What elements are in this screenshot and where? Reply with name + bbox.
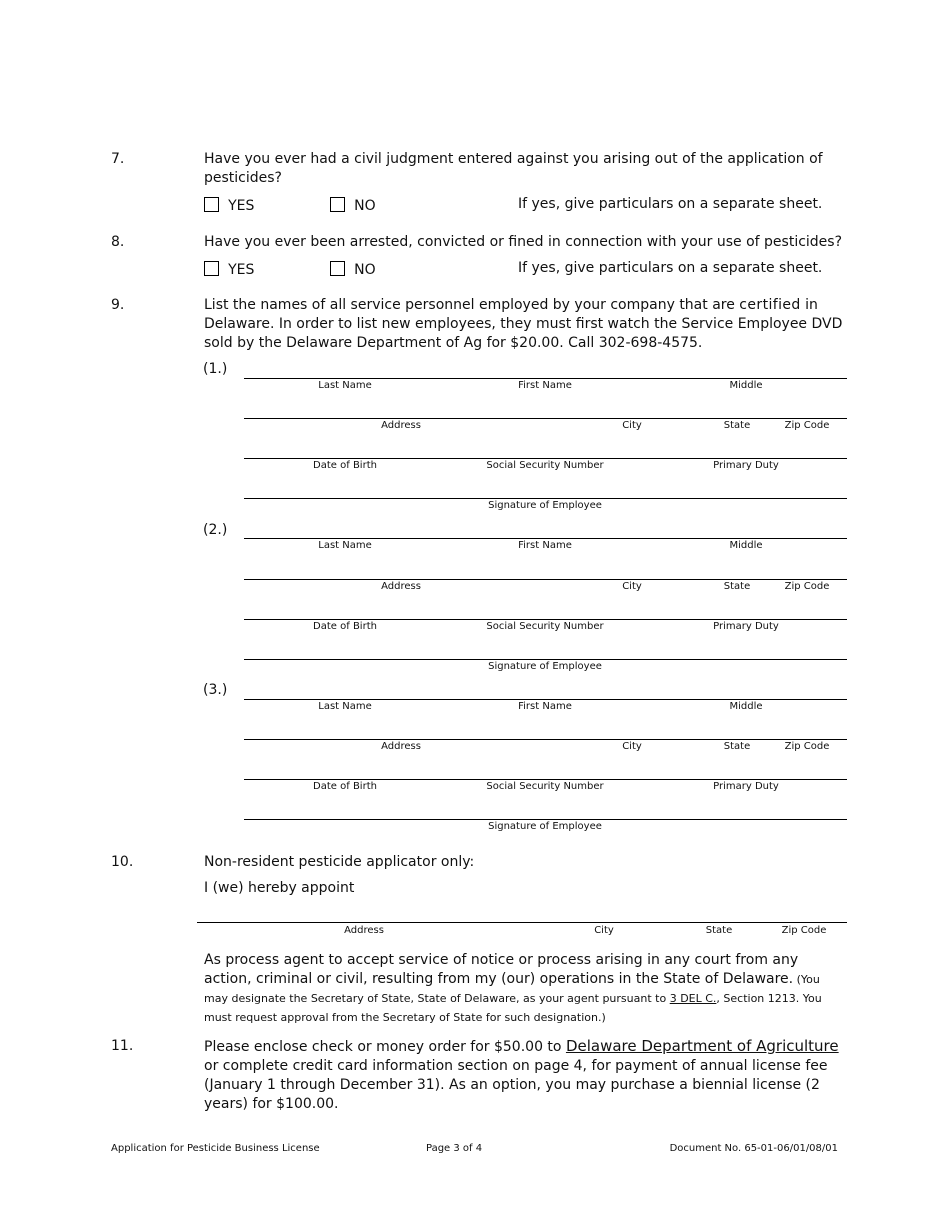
- q9-text-part1: List the names of all service personnel employed by your company that are: [204, 297, 740, 313]
- entry-2-middle-label: Middle: [729, 540, 763, 551]
- q11-text-part2: or complete credit card information section on page 4, for payment of annual license fee (January 1 through December 31). As an option, you may purchase a biennial license (2 years) for $100.00.: [204, 1058, 828, 1112]
- entry-2-signature-label: Signature of Employee: [488, 661, 602, 672]
- q8-no-option[interactable]: [330, 259, 376, 278]
- q9-text: [204, 296, 844, 353]
- entry-1-state-label: State: [723, 420, 751, 431]
- entry-2-last-name-label: Last Name: [318, 540, 372, 551]
- entry-3-signature-label: Signature of Employee: [488, 821, 602, 832]
- q10-zip-label: Zip Code: [781, 925, 827, 936]
- q11-text-part1: Please enclose check or money order for $50.00 to: [204, 1039, 566, 1055]
- q8-note: If yes, give particulars on a separate sheet.: [518, 260, 823, 276]
- entry-1-signature-label: Signature of Employee: [488, 500, 602, 511]
- q9-number: 9.: [111, 297, 125, 313]
- q9-text-certified: certified: [739, 297, 801, 313]
- entry-1-last-name-label: Last Name: [318, 380, 372, 391]
- q7-yes-option[interactable]: [204, 195, 254, 214]
- entry-3-middle-label: Middle: [729, 701, 763, 712]
- footer-title: Application for Pesticide Business License: [111, 1143, 320, 1154]
- entry-2-primary-duty-label: Primary Duty: [713, 621, 779, 632]
- entry-1-index: (1.): [203, 361, 228, 377]
- q7-no-option[interactable]: [330, 195, 376, 214]
- entry-2-zip-label: Zip Code: [784, 581, 830, 592]
- q10-note-part1: (You may designate the Secretary of State, State of Delaware, as your agent pursuant to: [204, 973, 820, 1005]
- q10-agent-main: As process agent to accept service of notice or process arising in any court from any action, criminal or civil, resulting from my (our) operations in the State of Delaware.: [204, 952, 799, 987]
- q7-note: If yes, give particulars on a separate sheet.: [518, 196, 823, 212]
- q10-appoint: I (we) hereby appoint: [204, 880, 355, 896]
- entry-1-name-line[interactable]: [244, 378, 847, 379]
- entry-3-state-label: State: [723, 741, 751, 752]
- q8-yes-option[interactable]: [204, 259, 254, 278]
- q7-text: Have you ever had a civil judgment entered against you arising out of the application of pesticides?: [204, 151, 823, 186]
- entry-1-zip-label: Zip Code: [784, 420, 830, 431]
- q10-note-part2: , Section 1213. You must request approval from the Secretary of State for such designation.): [204, 992, 822, 1024]
- entry-1-primary-duty-label: Primary Duty: [713, 460, 779, 471]
- entry-3-signature-line[interactable]: [244, 819, 847, 820]
- entry-1-details-line[interactable]: [244, 458, 847, 459]
- q10-agent-text: [204, 951, 844, 1027]
- entry-3-zip-label: Zip Code: [784, 741, 830, 752]
- entry-2-dob-label: Date of Birth: [313, 621, 377, 632]
- entry-3-address-label: Address: [381, 741, 421, 752]
- q7-yes-checkbox[interactable]: [204, 197, 219, 212]
- entry-3-ssn-label: Social Security Number: [486, 781, 604, 792]
- entry-2-state-label: State: [723, 581, 751, 592]
- q10-note-ref: 3 DEL C.: [669, 992, 717, 1005]
- q10-number: 10.: [111, 854, 134, 870]
- q11-number: 11.: [111, 1038, 134, 1054]
- q10-heading: Non-resident pesticide applicator only:: [204, 854, 475, 870]
- entry-2-signature-line[interactable]: [244, 659, 847, 660]
- entry-1-first-name-label: First Name: [518, 380, 572, 391]
- q11-payee: Delaware Department of Agriculture: [565, 1037, 839, 1055]
- entry-2-city-label: City: [622, 581, 642, 592]
- q7-number: 7.: [111, 151, 125, 167]
- q8-text: Have you ever been arrested, convicted or fined in connection with your use of pesticides?: [204, 234, 843, 250]
- entry-3-name-line[interactable]: [244, 699, 847, 700]
- q8-yes-label: YES: [228, 262, 255, 278]
- entry-1-city-label: City: [622, 420, 642, 431]
- entry-2-ssn-label: Social Security Number: [486, 621, 604, 632]
- q8-yes-checkbox[interactable]: [204, 261, 219, 276]
- entry-1-ssn-label: Social Security Number: [486, 460, 604, 471]
- entry-3-address-line[interactable]: [244, 739, 847, 740]
- entry-2-first-name-label: First Name: [518, 540, 572, 551]
- entry-3-dob-label: Date of Birth: [313, 781, 377, 792]
- q7-yes-label: YES: [228, 198, 255, 214]
- entry-3-city-label: City: [622, 741, 642, 752]
- q7-no-label: NO: [354, 198, 376, 214]
- entry-2-index: (2.): [203, 522, 228, 538]
- q10-city-label: City: [594, 925, 614, 936]
- footer-page-number: Page 3 of 4: [426, 1143, 483, 1154]
- q8-no-label: NO: [354, 262, 376, 278]
- footer-document-number: Document No. 65-01-06/01/08/01: [669, 1143, 838, 1154]
- q9-text-part2: in Delaware. In order to list new employees, they must first watch the Service Employee DVD sold by the Delaware Department of Ag for $20.00. Call 302-698-4575.: [204, 297, 843, 351]
- entry-2-address-line[interactable]: [244, 579, 847, 580]
- entry-1-signature-line[interactable]: [244, 498, 847, 499]
- entry-3-index: (3.): [203, 682, 228, 698]
- entry-2-details-line[interactable]: [244, 619, 847, 620]
- entry-3-primary-duty-label: Primary Duty: [713, 781, 779, 792]
- entry-1-address-line[interactable]: [244, 418, 847, 419]
- q11-text: [204, 1037, 844, 1114]
- q10-state-label: State: [705, 925, 733, 936]
- q8-no-checkbox[interactable]: [330, 261, 345, 276]
- q7-no-checkbox[interactable]: [330, 197, 345, 212]
- entry-2-address-label: Address: [381, 581, 421, 592]
- entry-3-last-name-label: Last Name: [318, 701, 372, 712]
- entry-3-details-line[interactable]: [244, 779, 847, 780]
- q8-number: 8.: [111, 234, 125, 250]
- q10-agent-address-line[interactable]: [197, 922, 847, 923]
- entry-2-name-line[interactable]: [244, 538, 847, 539]
- entry-1-dob-label: Date of Birth: [313, 460, 377, 471]
- entry-1-address-label: Address: [381, 420, 421, 431]
- entry-1-middle-label: Middle: [729, 380, 763, 391]
- entry-3-first-name-label: First Name: [518, 701, 572, 712]
- q10-address-label: Address: [344, 925, 384, 936]
